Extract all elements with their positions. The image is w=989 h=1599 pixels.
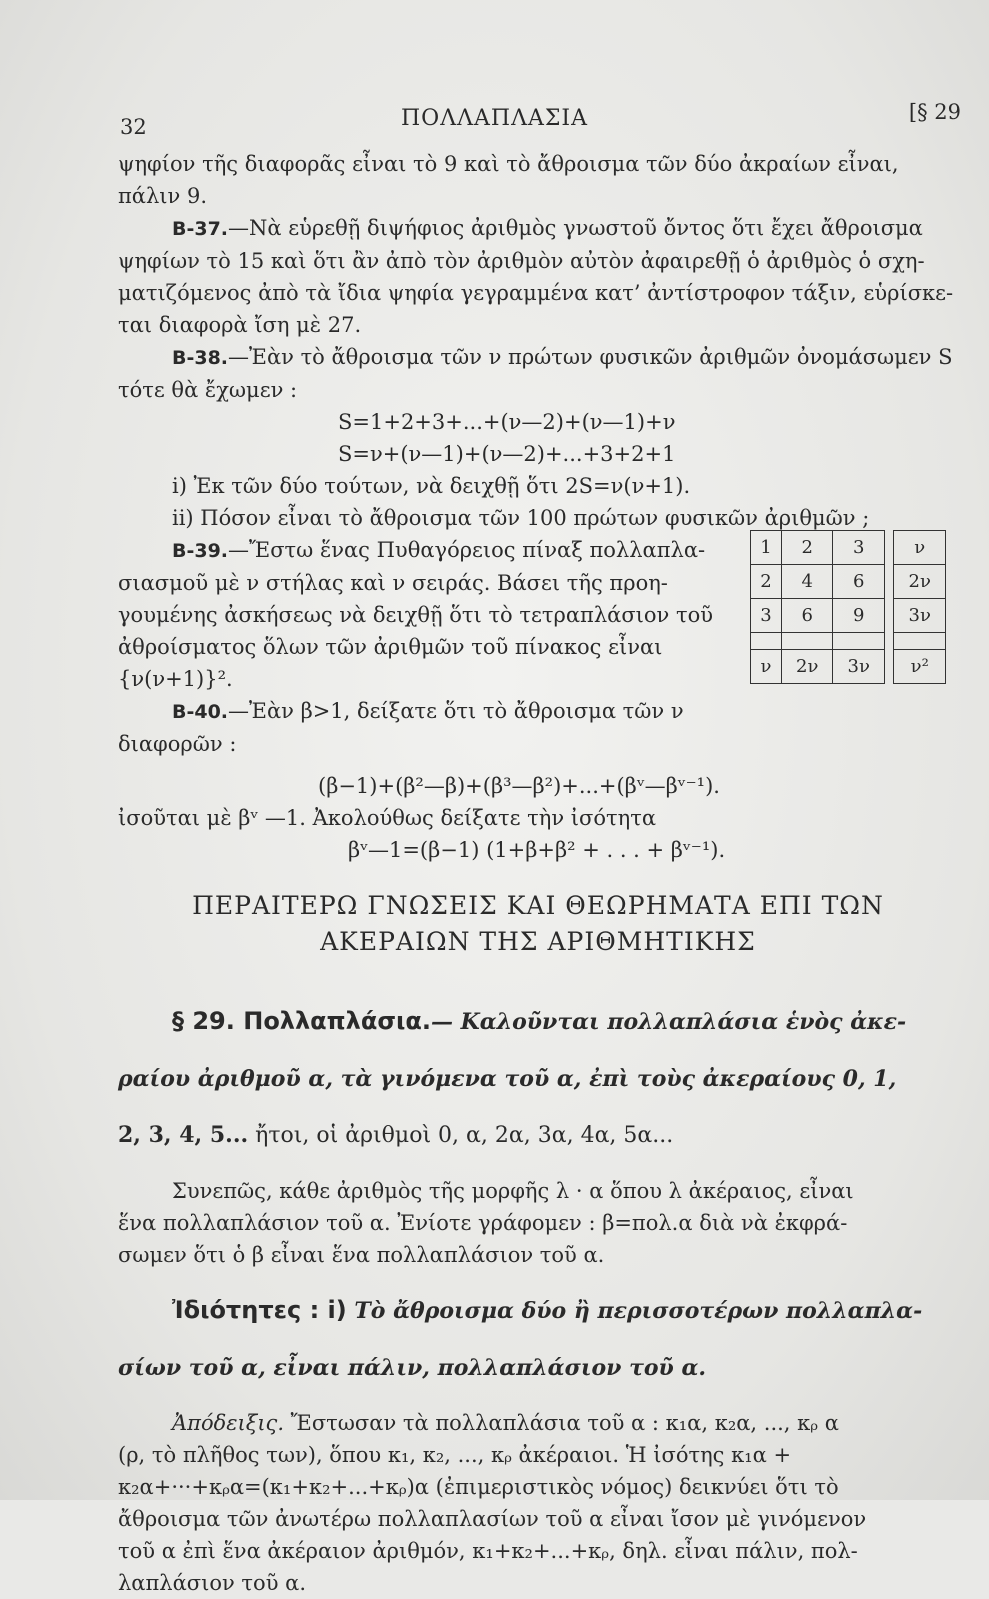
text-span: —Ἐὰν β>1, δείξατε ὅτι τὸ ἄθροισμα τῶν ν	[228, 699, 684, 723]
table-cell: 2ν	[781, 650, 833, 684]
table-cell	[885, 565, 894, 599]
running-title: ΠΟΛΛΑΠΛΑΣΙΑ	[401, 106, 588, 131]
text-line: τότε θὰ ἔχωμεν :	[118, 378, 298, 402]
text-line: ἄθροισμα τῶν ἀνωτέρω πολλαπλασίων τοῦ α εἶναι ἴσον μὲ γινόμενον	[118, 1507, 867, 1531]
table-cell: 1	[751, 531, 782, 565]
exercise-b40	[118, 695, 718, 728]
exercise-b37	[118, 212, 958, 245]
text-span: Τὸ ἄθροισμα δύο ἢ περισσοτέρων πολλαπλα-	[346, 1298, 923, 1324]
table-cell: 4	[781, 565, 833, 599]
table-row	[751, 531, 946, 565]
exercise-label: Β-38.	[172, 347, 229, 369]
table-cell: 6	[781, 599, 833, 633]
text-line: ραίου ἀριθμοῦ α, τὰ γινόμενα τοῦ α, ἐπὶ τοὺς ἀκεραίους 0, 1,	[118, 1066, 897, 1092]
text-span: —Ἔστω ἕνας Πυθαγόρειος πίναξ πολλαπλα-	[228, 538, 706, 562]
table-gap-row	[751, 633, 946, 650]
equation: S=1+2+3+...+(ν—2)+(ν—1)+ν	[338, 410, 676, 434]
exercise-label: Β-37.	[172, 218, 229, 240]
text-line: σωμεν ὅτι ὁ β εἶναι ἕνα πολλαπλάσιον τοῦ α.	[118, 1243, 605, 1267]
table-cell: 3ν	[833, 650, 885, 684]
pythagorean-table	[750, 530, 946, 684]
section-definition	[118, 1004, 958, 1040]
table-cell: ν	[894, 531, 946, 565]
text-span: —Ἐὰν τὸ ἄθροισμα τῶν ν πρώτων φυσικῶν ἀριθμῶν ὀνομάσωμεν S	[228, 345, 953, 369]
text-line: ψηφίον τῆς διαφορᾶς εἶναι τὸ 9 καὶ τὸ ἄθροισμα τῶν δύο ἀκραίων εἶναι,	[118, 152, 899, 176]
proof	[118, 1407, 958, 1439]
exercise-b39-line	[118, 534, 718, 567]
equation: βᵛ—1=(β−1) (1+β+β² + . . . + βᵛ⁻¹).	[348, 838, 726, 862]
table-cell: 6	[833, 565, 885, 599]
text-line: (ρ, τὸ πλῆθος των), ὅπου κ₁, κ₂, ..., κᵨ ἀκέραιοι. Ἡ ἰσότης κ₁α +	[118, 1443, 792, 1467]
text-line: πάλιν 9.	[118, 184, 208, 208]
text-span: ἤτοι, οἱ ἀριθμοὶ 0, α, 2α, 3α, 4α, 5α...	[248, 1123, 674, 1148]
text-span: —Νὰ εὑρεθῇ διψήφιος ἀριθμὸς γνωστοῦ ὄντος ὅτι ἔχει ἄθροισμα	[228, 216, 923, 240]
table-cell: 2	[781, 531, 833, 565]
text-line: i) Ἐκ τῶν δύο τούτων, νὰ δειχθῇ ὅτι 2S=ν(ν+1).	[172, 474, 691, 498]
text-line	[118, 1118, 958, 1153]
table-row	[751, 650, 946, 684]
chapter-heading-line2: ΑΚΕΡΑΙΩΝ ΤΗΣ ΑΡΙΘΜΗΤΙΚΗΣ	[320, 927, 756, 956]
table-cell: 3	[833, 531, 885, 565]
chapter-heading-line1: ΠΕΡΑΙΤΕΡΩ ΓΝΩΣΕΙΣ ΚΑΙ ΘΕΩΡΗΜΑΤΑ ΕΠΙ ΤΩΝ	[192, 891, 884, 920]
text-line: ἰσοῦται μὲ βᵛ —1. Ἀκολούθως δείξατε τὴν ἰσότητα	[118, 806, 657, 830]
multiplication-table	[750, 530, 946, 684]
exercise-label: Β-40.	[172, 701, 229, 723]
text-line: γουμένης ἀσκήσεως νὰ δειχθῇ ὅτι τὸ τετραπλάσιον τοῦ	[118, 603, 713, 627]
table-row	[751, 565, 946, 599]
text-line: ται διαφορὰ ἴση μὲ 27.	[118, 313, 362, 337]
text-line: ἕνα πολλαπλάσιον τοῦ α. Ἐνίοτε γράφομεν : β=πολ.α διὰ νὰ ἐκφρά-	[118, 1211, 848, 1235]
table-cell: 9	[833, 599, 885, 633]
text-line: διαφορῶν :	[118, 732, 237, 756]
text-line: ματιζόμενος ἀπὸ τὰ ἴδια ψηφία γεγραμμένα κατ’ ἀντίστροφον τάξιν, εὑρίσκε-	[118, 281, 954, 305]
exercise-label: Β-39.	[172, 540, 229, 562]
equation: (β−1)+(β²—β)+(β³—β²)+...+(βᵛ—βᵛ⁻¹).	[318, 774, 720, 798]
table-cell	[885, 599, 894, 633]
text-line: τοῦ α ἐπὶ ἕνα ἀκέραιον ἀριθμόν, κ₁+κ₂+...+κᵨ, δηλ. εἶναι πάλιν, πολ-	[118, 1539, 858, 1563]
text-line: ἀθροίσματος ὅλων τῶν ἀριθμῶν τοῦ πίνακος εἶναι	[118, 635, 663, 659]
text-line: ψηφίων τὸ 15 καὶ ὅτι ἂν ἀπὸ τὸν ἀριθμὸν αὐτὸν ἀφαιρεθῇ ὁ ἀριθμὸς ὁ σχη-	[118, 249, 925, 273]
table-cell: ν	[751, 650, 782, 684]
section-title: § 29. Πολλαπλάσια.	[172, 1007, 431, 1035]
table-cell: 3	[751, 599, 782, 633]
proof-label: Ἀπόδειξις.	[172, 1411, 284, 1435]
table-cell	[885, 531, 894, 565]
table-cell: 3ν	[894, 599, 946, 633]
text-span: — Καλοῦνται πολλαπλάσια ἑνὸς ἀκε-	[430, 1009, 907, 1035]
table-cell	[885, 650, 894, 684]
text-line: Συνεπῶς, κάθε ἀριθμὸς τῆς μορφῆς λ · α ὅπου λ ἀκέραιος, εἶναι	[172, 1179, 854, 1203]
text-line: ii) Πόσον εἶναι τὸ ἄθροισμα τῶν 100 πρώτων φυσικῶν ἀριθμῶν ;	[172, 506, 870, 530]
table-cell: ν²	[894, 650, 946, 684]
page-number: 32	[120, 115, 147, 139]
text-span: Ἔστωσαν τὰ πολλαπλάσια τοῦ α : κ₁α, κ₂α, ..., κᵨ α	[284, 1411, 839, 1435]
properties	[118, 1293, 958, 1329]
page-header	[0, 100, 989, 140]
properties-label: Ἰδιότητες : i)	[172, 1296, 347, 1324]
text-span: 2, 3, 4, 5...	[118, 1122, 249, 1148]
text-line: σιασμοῦ μὲ ν στήλας καὶ ν σειράς. Βάσει τῆς προη-	[118, 571, 668, 595]
text-line: λαπλάσιον τοῦ α.	[118, 1571, 306, 1595]
section-reference: [§ 29	[908, 100, 961, 124]
table-row	[751, 599, 946, 633]
equation: S=ν+(ν—1)+(ν—2)+...+3+2+1	[338, 442, 676, 466]
table-cell: 2ν	[894, 565, 946, 599]
exercise-b39	[118, 534, 718, 760]
text-line: {ν(ν+1)}².	[118, 667, 233, 691]
exercise-b38	[118, 341, 958, 374]
text-line: σίων τοῦ α, εἶναι πάλιν, πολλαπλάσιον τοῦ α.	[118, 1355, 707, 1381]
table-cell: 2	[751, 565, 782, 599]
page-content	[118, 148, 958, 1599]
text-line: κ₂α+···+κᵨα=(κ₁+κ₂+...+κᵨ)α (ἐπιμεριστικὸς νόμος) δεικνύει ὅτι τὸ	[118, 1475, 839, 1499]
